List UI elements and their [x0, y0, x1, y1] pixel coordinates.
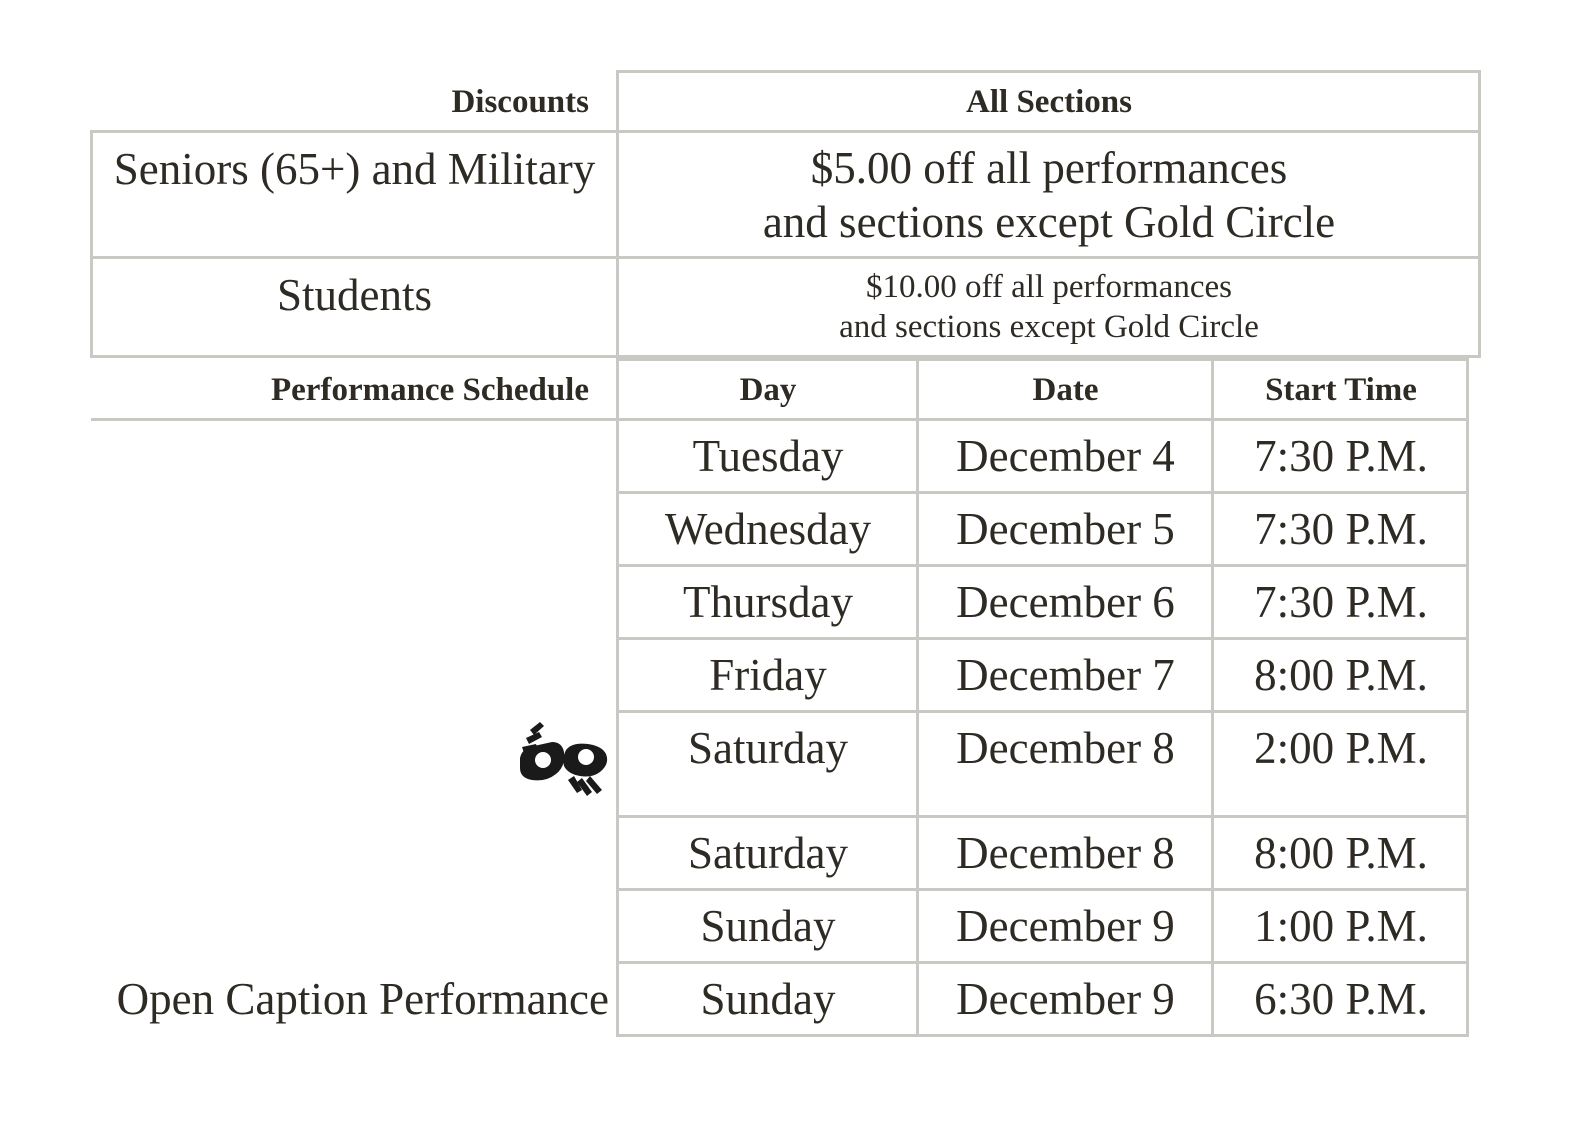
column-header-day: Day [739, 371, 797, 408]
discount-group-seniors: Seniors (65+) and Military [113, 144, 596, 194]
discount-value-students-line1: $10.00 off all performances [866, 269, 1232, 305]
discounts-header-label: Discounts [451, 83, 589, 120]
open-caption-note: Open Caption Performance [116, 974, 609, 1024]
discount-value-students-line2: and sections except Gold Circle [839, 309, 1259, 345]
schedule-time: 7:30 P.M. [1254, 431, 1428, 481]
schedule-time: 6:30 P.M. [1254, 974, 1428, 1024]
schedule-time: 1:00 P.M. [1254, 901, 1428, 951]
schedule-date: December 8 [956, 828, 1175, 878]
table-border [1211, 358, 1214, 1037]
all-sections-header: All Sections [966, 83, 1132, 120]
schedule-day: Friday [709, 650, 827, 700]
table-border [617, 637, 1469, 640]
sign-language-interpretation-icon [516, 720, 616, 806]
schedule-date: December 9 [956, 901, 1175, 951]
table-border [91, 256, 1481, 259]
table-border [1478, 70, 1481, 358]
column-header-date: Date [1032, 371, 1099, 408]
discount-group-students: Students [276, 270, 433, 320]
table-border [916, 358, 919, 1037]
discount-value-seniors-line2: and sections except Gold Circle [762, 197, 1336, 247]
schedule-time: 2:00 P.M. [1254, 723, 1428, 773]
column-header-start-time: Start Time [1265, 371, 1417, 408]
schedule-header-label: Performance Schedule [271, 371, 589, 408]
table-border [617, 1034, 1469, 1037]
schedule-date: December 7 [956, 650, 1175, 700]
schedule-date: December 4 [956, 431, 1175, 481]
table-border [617, 888, 1469, 891]
schedule-day: Saturday [688, 723, 848, 773]
discount-value-students [618, 258, 1480, 356]
table-border [617, 564, 1469, 567]
schedule-day: Sunday [700, 974, 836, 1024]
schedule-day: Tuesday [692, 431, 844, 481]
discount-value-seniors-line1: $5.00 off all performances [810, 143, 1288, 193]
table-border [91, 418, 1469, 421]
table-border [616, 358, 619, 1037]
table-border [617, 70, 1481, 73]
schedule-day: Thursday [683, 577, 853, 627]
table-border [91, 130, 1481, 133]
schedule-date: December 9 [956, 974, 1175, 1024]
schedule-date: December 5 [956, 504, 1175, 554]
table-border [617, 710, 1469, 713]
discount-value-seniors [618, 132, 1480, 258]
schedule-date: December 8 [956, 723, 1175, 773]
table-border [1466, 358, 1469, 1037]
schedule-time: 7:30 P.M. [1254, 504, 1428, 554]
table-border [617, 358, 1469, 361]
schedule-day: Saturday [688, 828, 848, 878]
schedule-time: 8:00 P.M. [1254, 828, 1428, 878]
schedule-day: Wednesday [664, 504, 872, 554]
schedule-day: Sunday [700, 901, 836, 951]
table-border [617, 491, 1469, 494]
table-border [617, 815, 1469, 818]
schedule-date: December 6 [956, 577, 1175, 627]
table-border [617, 961, 1469, 964]
schedule-time: 7:30 P.M. [1254, 577, 1428, 627]
schedule-time: 8:00 P.M. [1254, 650, 1428, 700]
table-border [90, 130, 93, 358]
table-border [616, 70, 619, 358]
